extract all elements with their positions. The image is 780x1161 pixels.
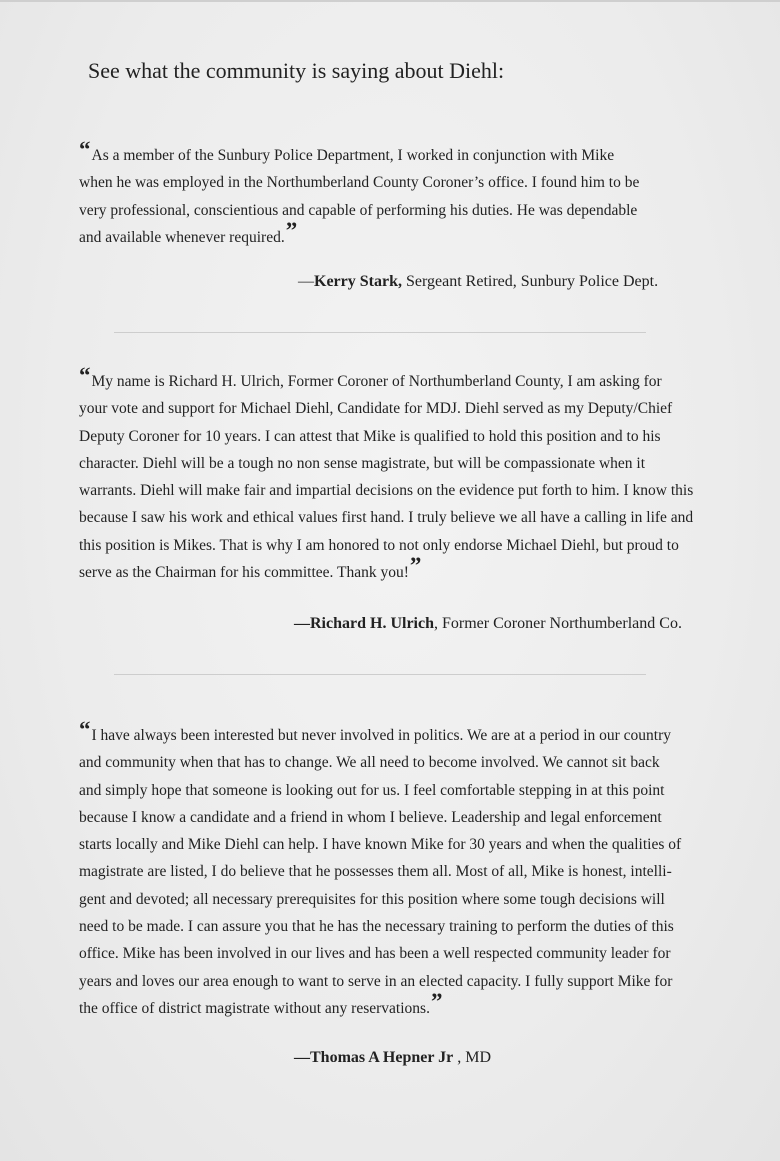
quote-line: Deputy Coroner for 10 years. I can attest that Mike is qualified to hold this position and to his: [79, 427, 661, 445]
testimonial-attribution: [298, 273, 658, 291]
quote-line: need to be made. I can assure you that he has the necessary training to perform the duties of this: [79, 918, 674, 936]
quote-line: As a member of the Sunbury Police Department, I worked in conjunction with Mike: [91, 147, 615, 164]
testimonial-quote: [79, 717, 745, 1022]
section-divider: [114, 674, 646, 675]
attribution-dash: —: [294, 1049, 310, 1066]
page-heading: See what the community is saying about Diehl:: [88, 58, 505, 83]
top-border: [0, 0, 780, 2]
testimonial-quote: [79, 137, 719, 251]
attribution-name: Richard H. Ulrich: [310, 615, 434, 632]
quote-line: this position is Mikes. That is why I am honored to not only endorse Michael Diehl, but proud to: [79, 536, 679, 554]
close-quote-mark: ”: [430, 988, 443, 1014]
quote-line: and simply hope that someone is looking out for us. I feel comfortable stepping in at this point: [79, 781, 665, 799]
open-quote-mark: “: [79, 717, 91, 742]
attribution-title: Sergeant Retired, Sunbury Police Dept.: [401, 273, 659, 290]
attribution-dash: —: [294, 615, 310, 632]
quote-line: office. Mike has been involved in our lives and has been a well respected community leader for: [79, 945, 671, 963]
testimonial-quote: [79, 363, 745, 586]
open-quote-mark: “: [79, 137, 91, 162]
quote-line: and community when that has to change. We all need to become involved. We cannot sit back: [79, 754, 660, 772]
quote-line: I have always been interested but never involved in politics. We are at a period in our country: [91, 727, 672, 744]
attribution-name: Kerry Stark,: [314, 273, 402, 290]
section-divider: [114, 332, 646, 333]
quote-line: My name is Richard H. Ulrich, Former Coroner of Northumberland County, I am asking for: [91, 373, 662, 390]
quote-line: because I know a candidate and a friend in whom I believe. Leadership and legal enforcement: [79, 808, 662, 826]
quote-line: your vote and support for Michael Diehl, Candidate for MDJ. Diehl served as my Deputy/Chief: [79, 400, 673, 418]
quote-line: and available whenever required.: [79, 228, 285, 246]
attribution-dash: —: [298, 273, 314, 290]
close-quote-mark: ”: [285, 217, 298, 243]
quote-line: the office of district magistrate without any reservations.: [79, 999, 430, 1017]
quote-line: serve as the Chairman for his committee. Thank you!: [79, 564, 409, 582]
quote-line: starts locally and Mike Diehl can help. I have known Mike for 30 years and when the qualities of: [79, 836, 682, 854]
quote-line: gent and devoted; all necessary prerequisites for this position where some tough decisions will: [79, 890, 665, 908]
close-quote-mark: ”: [409, 553, 422, 579]
quote-line: warrants. Diehl will make fair and impartial decisions on the evidence put forth to him. I know this: [79, 482, 694, 500]
testimonial-attribution: [294, 1049, 491, 1067]
open-quote-mark: “: [79, 363, 91, 388]
quote-line: magistrate are listed, I do believe that he possesses them all. Most of all, Mike is honest, intelli-: [79, 863, 672, 881]
attribution-title: , MD: [453, 1049, 492, 1066]
quote-line: because I saw his work and ethical values first hand. I truly believe we all have a calling in life and: [79, 509, 694, 527]
quote-line: very professional, conscientious and capable of performing his duties. He was dependable: [79, 201, 638, 219]
quote-line: years and loves our area enough to want to serve in an elected capacity. I fully support Mike for: [79, 972, 673, 990]
quote-line: when he was employed in the Northumberland County Coroner’s office. I found him to be: [79, 174, 640, 192]
attribution-title: , Former Coroner Northumberland Co.: [434, 615, 682, 632]
quote-line: character. Diehl will be a tough no non sense magistrate, but will be compassionate when it: [79, 454, 646, 472]
testimonial-attribution: [294, 615, 682, 633]
attribution-name: Thomas A Hepner Jr: [310, 1049, 454, 1066]
